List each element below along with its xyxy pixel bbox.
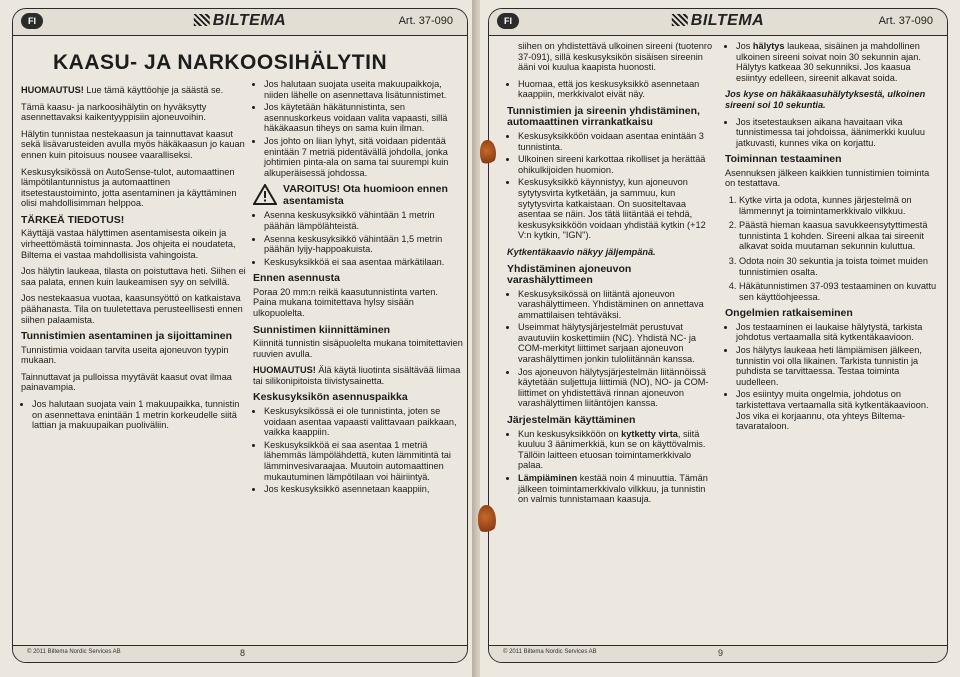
important-heading: TÄRKEÄ TIEDOTUS!	[21, 213, 125, 226]
paragraph: Keskusyksikössä on AutoSense-tulot, automaattinen lämpötilantunnistus ja automaattinen itsetestaustoiminto, jotta asentaminen ja käyttäminen olisi mahdollisimman helppoa.	[21, 166, 237, 209]
logo-text: BILTEMA	[212, 12, 287, 29]
document-title: KAASU- JA NARKOOSIHÄLYTIN	[53, 51, 388, 74]
left-page-frame	[12, 8, 468, 663]
list-item: • Jos ajoneuvon hälytysjärjestelmän liitännöissä käytetään suljettuja liittimiä (NO), NO- ja COM-liittimet on yhdistettävä rinnan ajoneuvon varashälyttimen liitäntöjen kanssa.	[518, 367, 715, 409]
text: Kun keskusyksikköön on	[518, 428, 622, 439]
function-test-heading: Toiminnan testaaminen	[725, 153, 842, 166]
list-item: • Jos käytetään häkätunnistinta, sen asennuskorkeus voidaan valita vapaasti, sillä häkäkaasun tiheys on sama kuin ilman.	[264, 102, 463, 134]
note-label: HUOMAUTUS!	[21, 85, 84, 95]
text-bold: Lämpiäminen	[518, 472, 578, 483]
left-page	[0, 0, 478, 677]
bullet-list	[507, 289, 715, 410]
intro-note	[21, 85, 249, 96]
bullet-list	[725, 322, 937, 432]
list-item: • Huomaa, että jos keskusyksikkö asennetaan kaappiin, merkkivalot eivät näy.	[518, 79, 715, 100]
text: Jos	[736, 41, 753, 51]
paragraph: Jos nestekaasua vuotaa, kaasunsyöttö on katkaistava päähanasta. Tila on tuuletettava perusteellisesti ennen siihen palaamista.	[21, 293, 243, 325]
list-item: • Useimmat hälytysjärjestelmät perustuvat avautuviin koskettimiin (NC). Yhdistä NC- ja COM-merkityt liittimet sarjaan ajoneuvon varashälyttimen jonkin tuloliitännän kanssa.	[518, 322, 715, 364]
paragraph: Hälytin tunnistaa nestekaasun ja tainnuttavat kaasut sekä lisävarusteiden avulla myös häkäkaasun jo kauan ennen kuin pitoisuus nousee vaaralliseksi.	[21, 128, 245, 160]
list-item: • Jos testaaminen ei laukaise hälytystä, tarkista johdotus vertaamalla sitä kytkentäkaavioon.	[736, 322, 937, 343]
text-bold: kytketty virta	[621, 428, 678, 439]
connection-heading: Tunnistimien ja sireenin yhdistäminen, automaattinen virrankatkaisu	[507, 104, 700, 129]
logo-text: BILTEMA	[690, 12, 765, 29]
diagram-note: Kytkentäkaavio näkyy jäljempänä.	[507, 246, 656, 257]
left-page-header	[13, 9, 467, 36]
article-number: Art. 37-090	[878, 15, 933, 27]
before-installation-heading: Ennen asennusta	[253, 272, 340, 285]
left-column-2	[253, 79, 463, 501]
paragraph: Käyttäjä vastaa hälyttimen asentamisesta oikein ja virheettömästä toiminnasta. Jos ohjeita ei noudateta, Biltema ei vastaa mahdollisista vahingoista.	[21, 228, 236, 260]
paragraph: Kiinnitä tunnistin sisäpuolelta mukana toimitettavien ruuvien avulla.	[253, 338, 463, 359]
bullet-list	[507, 429, 715, 505]
list-item: • Jos keskusyksikkö asennetaan kaappiin,	[264, 484, 463, 495]
article-number: Art. 37-090	[398, 15, 453, 27]
paragraph: Tainnuttavat ja pulloissa myytävät kaasut ovat ilmaa painavampia.	[21, 371, 232, 393]
page-number: 9	[718, 648, 724, 658]
paragraph: Poraa 20 mm:n reikä kaasutunnistinta varten. Paina mukana toimitettava hylsy sisään ulkopuolelta.	[253, 286, 438, 318]
warning-triangle-icon	[253, 184, 277, 205]
paragraph: siihen on yhdistettävä ulkoinen sireeni (tuotenro 37-091), sillä keskusyksikön sisäisen sireenin ääni voi kuulua kaapista huonosti.	[518, 41, 713, 73]
list-item	[518, 473, 715, 505]
biltema-logo	[194, 12, 286, 30]
central-unit-location-heading: Keskusyksikön asennuspaikka	[253, 391, 408, 404]
sensor-fixing-heading: Sunnistimen kiinnittäminen	[253, 323, 391, 336]
copyright: © 2011 Biltema Nordic Services AB	[27, 649, 121, 655]
sensor-installation-heading: Tunnistimien asentaminen ja sijoittaminen	[21, 330, 233, 343]
logo-checker-icon	[194, 14, 210, 26]
right-column-2	[725, 41, 937, 438]
co-alarm-note: Jos kyse on häkäkaasuhälytyksestä, ulkoinen sireeni soi 10 sekuntia.	[725, 89, 926, 110]
glue-note	[253, 365, 463, 386]
bullet-list	[725, 117, 937, 149]
list-item: • Keskusyksikössä on liitäntä ajoneuvon varashälyttimeen. Yhdistäminen on annettava ammattilaisen tehtäväksi.	[518, 289, 715, 321]
list-item: 3. Odota noin 30 sekuntia ja toista toimet muiden tunnistimien osalta.	[739, 256, 937, 277]
bullet-list	[507, 79, 715, 100]
bullet-list	[253, 79, 463, 178]
right-page-frame	[488, 8, 948, 663]
list-item: • Jos halutaan suojata vain 1 makuupaikka, tunnistin on asennettava enintään 1 metrin korkeudelle siitä lattian ja makuupaikan puoliväliin.	[32, 399, 249, 431]
list-item	[518, 429, 715, 471]
paragraph: Jos hälytin laukeaa, tilasta on poistuttava heti. Siihen ei saa palata, ennen kuin laukeamisen syy on selvillä.	[21, 266, 246, 287]
paragraph: Tämä kaasu- ja narkoosihälytin on hyväksytty asennettavaksi kaikentyyppisiin ajoneuvoihin.	[21, 101, 207, 123]
note-text: Älä käytä liuotinta sisältävää liimaa tai silikonipitoista tiivistysainetta.	[253, 365, 461, 386]
note-label: HUOMAUTUS!	[253, 365, 316, 376]
rust-stain	[478, 505, 496, 535]
list-item	[736, 41, 937, 83]
list-item: 1. Kytke virta ja odota, kunnes järjestelmä on lämmennyt ja toimintamerkkivalo vilkkuu.	[739, 195, 937, 216]
left-page-footer	[13, 645, 467, 662]
system-use-heading: Järjestelmän käyttäminen	[507, 414, 636, 427]
list-item: • Asenna keskusyksikkö vähintään 1,5 metrin päähän lyijy-happoakuista.	[264, 234, 463, 255]
list-item: • Jos johto on liian lyhyt, sitä voidaan pidentää enintään 7 metriä pidentävällä johdolla, jonka johtimien pinta-ala on sama tai suurempi kuin alkuperäisessä johdossa.	[264, 136, 463, 178]
page-number: 8	[240, 648, 246, 658]
warning-list	[253, 210, 463, 267]
right-column-1	[507, 41, 715, 511]
list-item: • Asenna keskusyksikkö vähintään 1 metrin päähän lämpölähteistä.	[264, 210, 463, 231]
list-item: • Keskusyksikkö käynnistyy, kun ajoneuvon sytytysvirta kytketään, ja sammuu, kun sytytysvirta katkaistaan. On suositeltavaa asentaa se näin. Jos tätä liitäntää ei tehdä, keskusyksikköön voidaan yhdistää kytkin (+12 V:n kytkin, "IGN").	[518, 177, 715, 241]
right-page-footer	[489, 645, 947, 662]
bullet-list	[21, 399, 249, 431]
list-item: 4. Häkätunnistimen 37-093 testaaminen on kuvattu sen käyttöohjeessa.	[739, 281, 937, 302]
text: kestää noin 4 minuuttia. Tämän jälkeen toimintamerkkivalo vilkkuu, ja tunnistin on valmis tunnistamaan kaasuja.	[518, 472, 708, 505]
note-text: Lue tämä käyttöohje ja säästä se.	[83, 85, 224, 95]
text-bold: hälytys	[752, 41, 785, 51]
list-item: • Keskusyksikköä ei saa asentaa märkätilaan.	[264, 257, 463, 268]
list-item: • Jos hälytys laukeaa heti lämpiämisen jälkeen, tunnistin voi olla likainen. Tarkista tunnistin ja puhdista se tarvittaessa. Testaa toiminta uudelleen.	[736, 345, 937, 387]
list-item: • Jos itsetestauksen aikana havaitaan vika tunnistimessa tai johdoissa, äänimerkki kuuluu jatkuvasti, kunnes vika on korjattu.	[736, 117, 937, 149]
copyright: © 2011 Biltema Nordic Services AB	[503, 649, 597, 655]
bullet-list	[253, 406, 463, 495]
right-page	[480, 0, 960, 677]
language-badge: FI	[21, 13, 43, 29]
paragraph: Asennuksen jälkeen kaikkien tunnistimien toiminta on testattava.	[725, 167, 930, 189]
list-item: • Keskusyksikössä ei ole tunnistinta, joten se voidaan asentaa vapaasti valittavaan paikkaan, vaikka kaappiin.	[264, 406, 463, 438]
list-item: • Ulkoinen sireeni karkottaa rikolliset ja herättää ohikulkijoiden huomion.	[518, 154, 715, 175]
rust-stain	[480, 140, 496, 166]
text: , siitä kuuluu 3 äänimerkkiä, kun se on käyttövalmis. Tällöin laitteen etuosan toimintamerkkivalo palaa.	[518, 428, 706, 471]
bullet-list	[725, 41, 937, 83]
warning-heading: VAROITUS! Ota huomioon ennen asentamista	[283, 183, 448, 207]
logo-checker-icon	[672, 14, 688, 26]
text: laukeaa, sisäinen ja mahdollinen ulkoinen sireeni soivat noin 30 sekunnin ajan. Hälytys katkeaa 30 sekunniksi. Jos kaasua esiintyy edelleen, sireenit alkavat soida.	[736, 41, 921, 83]
language-badge: FI	[497, 13, 519, 29]
biltema-logo	[672, 12, 764, 30]
troubleshooting-heading: Ongelmien ratkaiseminen	[725, 307, 853, 320]
paragraph: Tunnistimia voidaan tarvita useita ajoneuvon tyypin mukaan.	[21, 344, 229, 366]
left-column-1	[21, 85, 249, 437]
list-item: • Keskusyksikköä ei saa asentaa 1 metriä lähemmäs lämpölähdettä, kuten lämmitintä tai lämminvesivaraajaa. Muutoin automaattinen mukautuminen lämpötilaan voi häiriintyä.	[264, 440, 463, 482]
list-item: 2. Päästä hieman kaasua savukkeensytyttimestä tunnistinta 1 kohden. Sireeni alkaa tai sireenit alkavat soida muutaman sekunnin kuluttua.	[739, 220, 937, 252]
bullet-list	[507, 131, 715, 241]
list-item: • Jos esiintyy muita ongelmia, johdotus on tarkistettava vertaamalla sitä kytkentäkaavioon. Jos vika ei korjaannu, ota yhteys Biltema-tavarataloon.	[736, 389, 937, 431]
list-item: • Keskusyksikköön voidaan asentaa enintään 3 tunnistinta.	[518, 131, 715, 152]
list-item: • Jos halutaan suojata useita makuupaikkoja, niiden lähelle on asennettava lisätunnistimet.	[264, 79, 463, 100]
numbered-list	[725, 195, 937, 302]
vehicle-alarm-heading: Yhdistäminen ajoneuvon varashälyttimeen	[507, 262, 632, 286]
right-page-header	[489, 9, 947, 36]
warning-block	[253, 184, 463, 207]
